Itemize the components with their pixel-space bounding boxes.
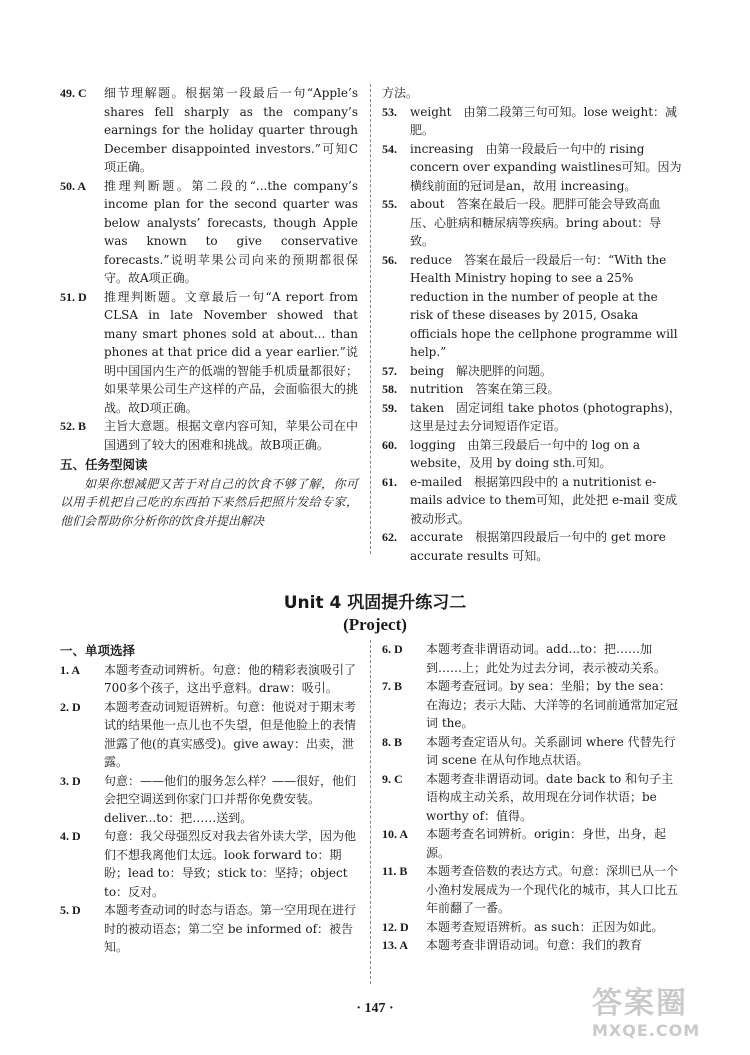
answer-text: e-mailed 根据第四段中的 a nutritionist e-mails advice to them可知，此处把 e-mail 变成被动形式。	[410, 474, 678, 526]
answer-number: 55.	[382, 197, 397, 211]
answer-number: 51. D	[60, 289, 87, 304]
answer-text: 本题考查定语从句。关系副词 where 代替先行词 scene 在从句作地点状语。	[426, 734, 676, 767]
answer-item	[382, 399, 682, 436]
bottom-left-column	[60, 640, 358, 957]
unit-subtitle: (Project)	[343, 615, 407, 634]
column-divider	[370, 640, 371, 984]
answer-item	[382, 103, 682, 140]
answer-item	[382, 473, 682, 529]
answer-text: 本题考查动词辨析。句意：他的精彩表演吸引了700多个孩子，这出乎意料。draw：吸引。	[104, 662, 357, 695]
answer-item	[60, 417, 358, 454]
answer-number: 58.	[382, 382, 397, 396]
answer-item	[382, 862, 682, 918]
answer-item	[382, 936, 682, 955]
answer-text: 推理判断题。第二段的“...the company’s income plan for the second quarter was below analysts’ forecasts, though Apple was known to give conservative forecasts.”说明苹果公司向来的预期都很保守。故A项正确。	[104, 178, 358, 285]
answer-text: 本题考查倍数的表达方式。句意：深圳已从一个小渔村发展成为一个现代化的城市，其人口比五年前翻了一番。	[426, 864, 679, 915]
section-title-task-reading: 五、任务型阅读	[60, 457, 148, 472]
answer-number: 13. A	[382, 938, 409, 952]
answer-number: 7. B	[382, 679, 403, 693]
answer-number: 11. B	[382, 864, 408, 878]
answer-text: nutrition 答案在第三段。	[410, 382, 560, 396]
answer-number: 62.	[382, 530, 397, 544]
bottom-right-column	[382, 640, 682, 955]
answer-item	[382, 362, 682, 381]
answer-item	[382, 251, 682, 362]
answer-number: 9. C	[382, 771, 403, 786]
answer-text: weight 由第二段第三句可知。lose weight：减肥。	[410, 104, 678, 137]
answer-number: 1. A	[60, 662, 81, 677]
answer-number: 4. D	[60, 829, 81, 843]
answer-number: 6. D	[382, 642, 403, 656]
answer-text: reduce 答案在最后一段最后一句：“With the Health Ministry hoping to see a 25% reduction in the number of people at the risk of these diseases by 2015, Osaka officials hope the cellphone programme will help.”	[410, 252, 678, 359]
answer-text: 句意：我父母强烈反对我去省外读大学，因为他们不想我离他们太远。look forward to：期盼；lead to：导致；stick to：坚持；object to：反对。	[104, 829, 357, 899]
answer-item	[382, 436, 682, 473]
watermark-logo	[592, 987, 742, 1047]
answer-item	[60, 772, 358, 828]
answer-number: 5. D	[60, 903, 81, 917]
answer-text: increasing 由第一段最后一句中的 rising concern over expanding waistlines可知。因为横线前面的冠词是an，故用 increasing。	[410, 141, 682, 193]
answer-text: 推理判断题。文章最后一句“A report from CLSA in late November showed that many smart phones sold at about... than phones at that price did a year earlier.”说明中国国内生产的低端的智能手机质量都很好；如果苹果公司生产这样的产品，会面临很大的挑战。故D项正确。	[104, 289, 358, 415]
answer-item	[382, 918, 682, 937]
answer-number: 3. D	[60, 773, 81, 788]
answer-number: 50. A	[60, 178, 87, 193]
answer-item	[60, 901, 358, 957]
answer-item	[382, 140, 682, 196]
answer-text: 本题考查动词短语辨析。句意：他说对于期末考试的结果他一点儿也不失望，但是他脸上的表情泄露了他(的真实感受)。give away：出卖，泄露。	[104, 699, 357, 769]
top-left-column	[60, 84, 358, 530]
answer-number: 8. B	[382, 734, 403, 749]
answer-number: 56.	[382, 252, 397, 267]
answer-item	[60, 827, 358, 901]
answer-text: 本题考查冠词。by sea：坐船；by the sea：在海边；表示大陆、大洋等的名词前通常加定冠词 the。	[426, 679, 679, 730]
answer-number: 52. B	[60, 419, 87, 433]
column-divider	[370, 84, 371, 554]
answer-item	[60, 661, 358, 698]
answer-item	[382, 195, 682, 251]
answer-item	[382, 380, 682, 399]
answer-number: 10. A	[382, 827, 409, 841]
answer-number: 49. C	[60, 86, 87, 100]
continued-text: 方法。	[382, 86, 419, 100]
answer-item	[382, 528, 682, 565]
answer-number: 54.	[382, 141, 397, 156]
answer-text: 本题考查动词的时态与语态。第一空用现在进行时的被动语态；第二空 be informed of：被告知。	[104, 903, 357, 954]
answer-item	[382, 677, 682, 733]
unit-title: Unit 4 巩固提升练习二	[283, 593, 467, 613]
watermark-text-top: 答案圈	[592, 986, 688, 1021]
answer-number: 2. D	[60, 699, 81, 714]
answer-item	[382, 825, 682, 862]
answer-number: 12. D	[382, 919, 409, 934]
answer-number: 61.	[382, 474, 397, 489]
task-reading-paragraph: 如果你想减肥又苦于对自己的饮食不够了解，你可以用手机把自己吃的东西拍下来然后把照片发给专家，他们会帮助你分析你的饮食并提出解决	[60, 476, 358, 528]
answer-number: 60.	[382, 437, 397, 452]
answer-item	[60, 177, 358, 288]
watermark-text-bottom: MXQE.COM	[592, 1021, 701, 1040]
answer-text: logging 由第三段最后一句中的 log on a website，及用 by doing sth.可知。	[410, 437, 640, 470]
answer-text: 细节理解题。根据第一段最后一句“Apple’s shares fell sharply as the company’s earnings for the holiday quarter through December disappointed investors.”可知C项正确。	[104, 86, 358, 174]
answer-item	[382, 770, 682, 826]
answer-item	[60, 84, 358, 177]
answer-text: being 解决肥胖的问题。	[410, 363, 553, 378]
section-title-single-choice: 一、单项选择	[60, 643, 136, 658]
answer-number: 59.	[382, 400, 397, 415]
answer-number: 57.	[382, 363, 397, 378]
answer-text: 本题考查名词辨析。origin：身世，出身，起源。	[426, 827, 667, 860]
answer-text: about 答案在最后一段。肥胖可能会导致高血压、心脏病和糖尿病等疾病。bring about：导致。	[410, 197, 662, 248]
top-right-column	[382, 84, 682, 565]
answer-text: 主旨大意题。根据文章内容可知，苹果公司在中国遇到了较大的困难和挑战。故B项正确。	[104, 419, 358, 452]
answer-text: 本题考查非谓语动词。add...to：把……加到……上；此处为过去分词，表示被动关系。	[426, 642, 667, 675]
answer-number: 53.	[382, 104, 397, 119]
answer-text: taken 固定词组 take photos (photographs)，这里是过去分词短语作定语。	[410, 400, 681, 433]
answer-text: 本题考查短语辨析。as such：正因为如此。	[426, 919, 664, 934]
answer-text: 句意：——他们的服务怎么样？——很好，他们会把空调送到你家门口并帮你免费安装。deliver...to：把……送到。	[104, 773, 357, 825]
answer-item	[60, 288, 358, 418]
answer-item	[382, 640, 682, 677]
answer-item	[382, 733, 682, 770]
answer-text: accurate 根据第四段最后一句中的 get more accurate results 可知。	[410, 530, 666, 563]
page-number: · 147 ·	[356, 1001, 394, 1016]
answer-item	[60, 698, 358, 772]
answer-text: 本题考查非谓语动词。句意：我们的教育	[426, 938, 643, 952]
answer-text: 本题考查非谓语动词。date back to 和句子主语构成主动关系，故用现在分词作状语；be worthy of：值得。	[426, 771, 674, 823]
